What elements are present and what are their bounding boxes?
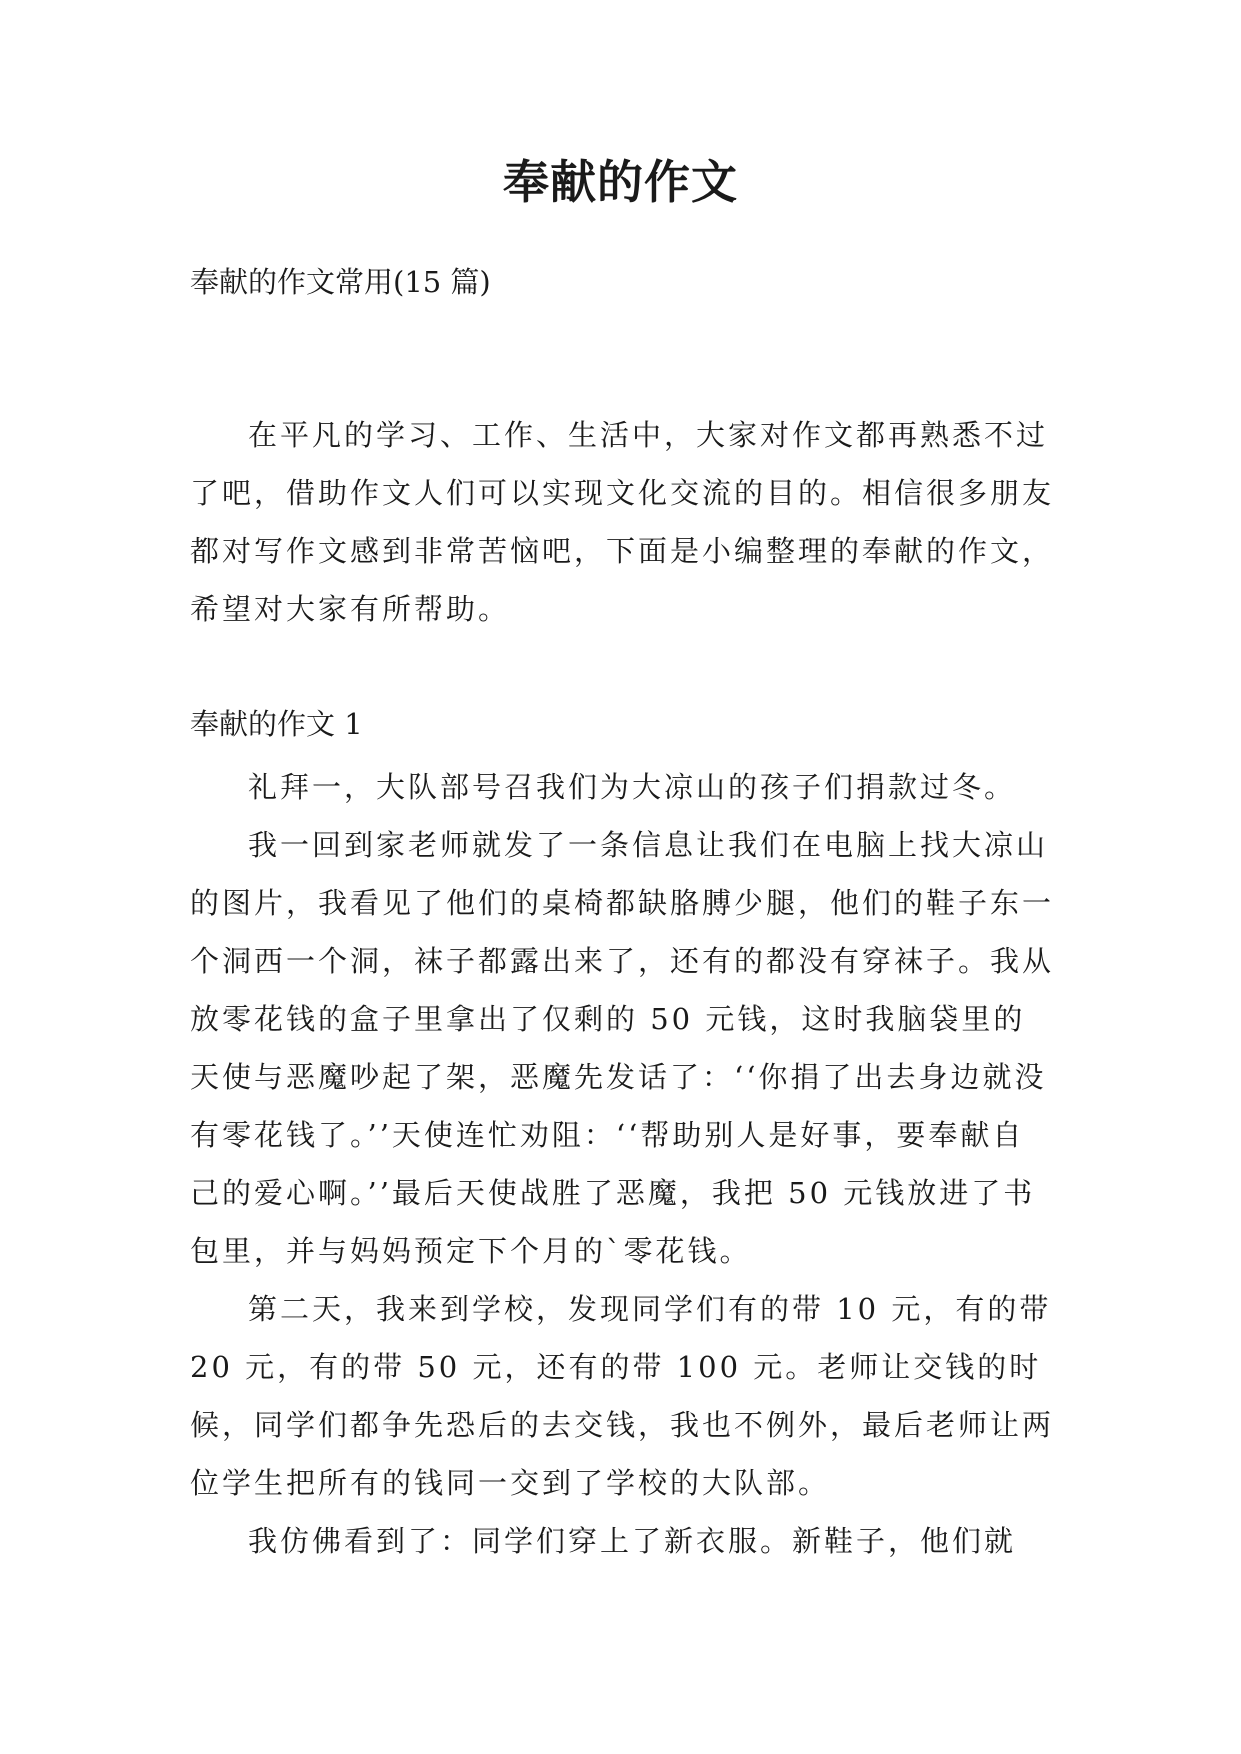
paragraph: 礼拜一，大队部号召我们为大凉山的孩子们捐款过冬。 [248, 770, 1017, 804]
paragraph: 我一回到家老师就发了一条信息让我们在电脑上找大凉山的图片，我看见了他们的桌椅都缺胳膊少腿，他们的鞋子东一个洞西一个洞，袜子都露出来了，还有的都没有穿袜子。我从放零花钱的盒子里拿出了仅剩的 50 元钱，这时我脑袋里的天使与恶魔吵起了架，恶魔先发话了：‘‘你捐了出去身边就没有零花钱了。’’天使连忙劝阻：‘‘帮助别人是好事，要奉献自己的爱心啊。’’最后天使战胜了恶魔，我把 50 元钱放进了书包里，并与妈妈预定下个月的`零花钱。 [190, 828, 1055, 1268]
intro-paragraph [190, 406, 1055, 638]
document-subtitle: 奉献的作文常用(15 篇) [190, 265, 491, 299]
section-heading: 奉献的作文 1 [190, 707, 363, 741]
intro-text: 在平凡的学习、工作、生活中，大家对作文都再熟悉不过了吧，借助作文人们可以实现文化交流的目的。相信很多朋友都对写作文感到非常苦恼吧，下面是小编整理的奉献的作文，希望对大家有所帮助。 [190, 418, 1055, 626]
essay-body [190, 758, 1055, 1570]
paragraph: 第二天，我来到学校，发现同学们有的带 10 元，有的带 20 元，有的带 50 元，还有的带 100 元。老师让交钱的时候，同学们都争先恐后的去交钱，我也不例外，最后老师让两位学生把所有的钱同一交到了学校的大队部。 [190, 1292, 1055, 1500]
paragraph: 我仿佛看到了：同学们穿上了新衣服。新鞋子，他们就 [248, 1524, 1017, 1558]
document-title: 奉献的作文 [503, 155, 738, 209]
